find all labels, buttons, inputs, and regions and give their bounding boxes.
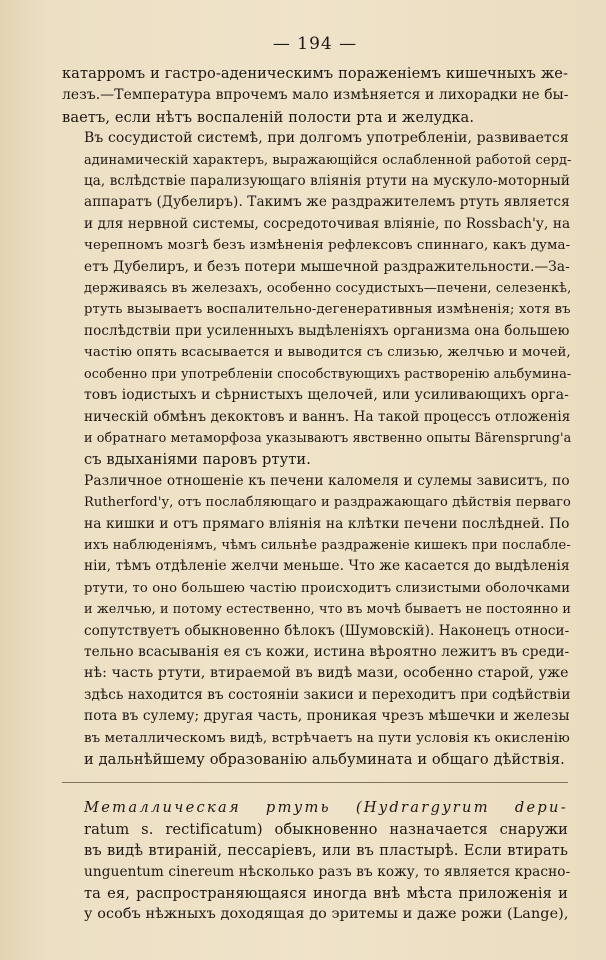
text-line: unguentum cinereum нѣсколько разъ въ кожу, то является красно-	[84, 863, 571, 880]
text-line: пота въ сулему; другая часть, проникая чрезъ мѣшечки и железы	[84, 708, 570, 725]
text-line: особенно при употребленіи способствующихъ растворенію альбумина-	[84, 366, 572, 382]
page-number: — 194 —	[272, 34, 358, 54]
text-line: и для нервной системы, сосредоточивая вліяніе, по Rossbach'у, на	[84, 215, 571, 232]
text-line: здѣсь находится въ состояніи закиси и переходитъ при содѣйствіи	[84, 686, 571, 703]
text-line: и желчью, и потому естественно, что въ мочѣ бываетъ не постоянно и	[84, 602, 572, 618]
text-line: ніи, тѣмъ отдѣленіе желчи меньше. Что же касается до выдѣленія	[84, 558, 570, 575]
text-line: и дальнѣйшему образованію альбумината и общаго дѣйствія.	[84, 751, 565, 768]
text-line: ртуть вызываетъ воспалительно-дегенеративныя измѣненія; хотя въ	[84, 302, 571, 318]
text-line: катарромъ и гастро-аденическимъ пораженіемъ кишечныхъ же-	[62, 66, 568, 82]
paragraph	[62, 128, 572, 471]
text-line: Rutherford'у, отъ послабляющаго и раздражающаго дѣйствія перваго	[84, 495, 571, 511]
paragraph	[62, 471, 572, 771]
text-line: у особъ нѣжныхъ доходящая до эритемы и даже рожи (Lange),	[84, 906, 569, 923]
text-line: етъ Дубелиръ, и безъ потери мышечной раздражительности.—За-	[84, 258, 570, 275]
text-line: держиваясь въ железахъ, особенно сосудистыхъ—печени, селезенкѣ,	[84, 281, 572, 297]
text-line: ртути, то оно большею частію происходитъ слизистыми оболочками	[84, 580, 571, 596]
text-line: нѣ: часть ртути, втираемой въ видѣ мази, особенно старой, уже	[84, 665, 569, 682]
text-line: черепномъ мозгѣ безъ измѣненія рефлексовъ спиннаго, какъ дума-	[84, 238, 571, 254]
body-text	[62, 64, 572, 770]
text-line: Металлическая ртуть (Hydrargyrum depu-	[84, 799, 568, 817]
text-line: Различное отношеніе къ печени каломеля и сулемы зависитъ, по	[84, 472, 570, 489]
text-line: ваетъ, если нѣтъ воспаленій полости рта и желудка.	[62, 108, 475, 126]
paragraph	[62, 64, 568, 128]
text-line: ratum s. rectificatum) обыкновенно назначается снаружи	[84, 820, 568, 838]
section-divider	[62, 782, 568, 783]
text-line: ца, вслѣдствіе парализующаго вліянія ртути на мускуло-моторный	[84, 173, 570, 190]
text-line: въ видѣ втираній, пессаріевъ, или въ пластырѣ. Если втирать	[84, 842, 568, 860]
text-line: сопутствуетъ обыкновенно бѣлокъ (Шумовскій). Наконецъ относи-	[84, 622, 570, 639]
text-line: адинамическій характеръ, выражающійся ослабленной работой серд-	[84, 152, 572, 168]
paragraph	[62, 797, 571, 925]
text-line: тельно всасыванія ея съ кожи, истина вѣроятно лежитъ въ среди-	[84, 643, 570, 660]
text-line: съ вдыханіями паровъ ртути.	[84, 451, 312, 469]
text-line: ихъ наблюденіямъ, чѣмъ сильнѣе раздраженіе кишекъ при послабле-	[84, 537, 571, 553]
text-line: и обратнаго метаморфоза указываютъ явственно опыты Bärensprung'а	[84, 430, 572, 446]
text-line: Въ сосудистой системѣ, при долгомъ употребленіи, развивается	[84, 130, 569, 147]
text-line: на кишки и отъ прямаго вліянія на клѣтки печени послѣдней. По	[84, 515, 570, 532]
section-text	[62, 797, 571, 925]
text-line: въ металлическомъ видѣ, встрѣчаетъ на пути условія къ окисленію	[84, 730, 570, 746]
text-line: аппаратъ (Дубелиръ). Такимъ же раздражителемъ ртуть является	[84, 194, 570, 211]
text-line: послѣдствіи при усиленныхъ выдѣленіяхъ организма она большею	[84, 322, 570, 339]
text-line: ническій обмѣнъ декоктовъ и ваннъ. На такой процессъ отложенія	[84, 408, 571, 425]
text-line: та ея, распространяющаяся иногда внѣ мѣста приложенія и	[84, 885, 568, 903]
text-line: частію опять всасывается и выводится съ слизью, желчью и мочей,	[84, 345, 571, 361]
text-line: товъ іодистыхъ и сѣрнистыхъ щелочей, или усиливающихъ орга-	[84, 387, 569, 404]
text-line: лезъ.—Температура впрочемъ мало измѣняется и лихорадки не бы-	[62, 87, 569, 104]
